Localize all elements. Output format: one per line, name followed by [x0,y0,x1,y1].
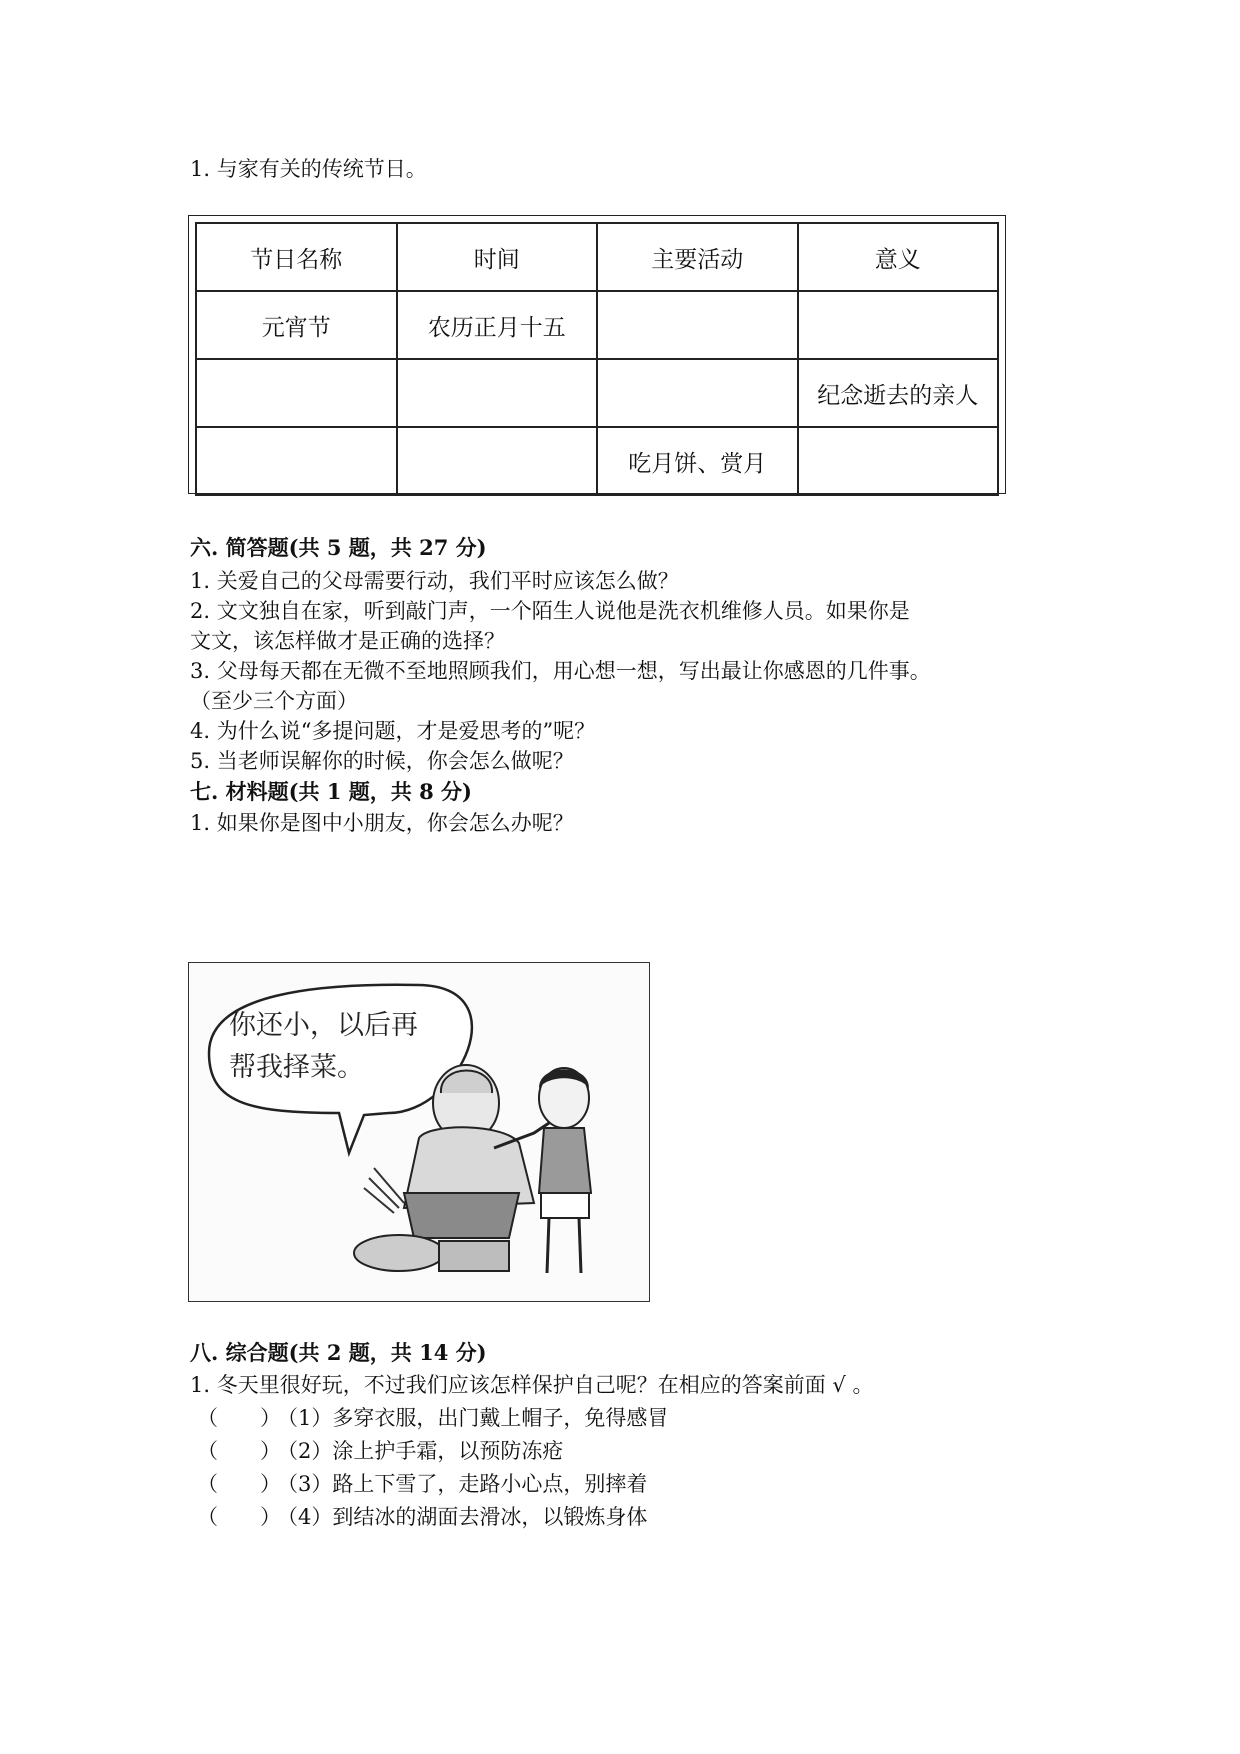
table-cell [798,427,999,495]
option-text: （1）多穿衣服，出门戴上帽子，免得感冒 [277,1406,669,1430]
header-cell: 时间 [397,223,598,291]
table-cell: 纪念逝去的亲人 [798,359,999,427]
answer-option [197,1469,647,1499]
answer-option [197,1502,647,1532]
festival-table [195,222,999,496]
basket [439,1241,509,1271]
section6-line: 5. 当老师误解你的时候，你会怎么做呢？ [190,749,574,773]
section6-line: 4. 为什么说“多提问题，才是爱思考的”呢？ [190,719,596,743]
answer-blank[interactable]: （ ） [197,1505,281,1529]
table-cell: 农历正月十五 [397,291,598,359]
answer-blank[interactable]: （ ） [197,1439,281,1463]
bubble-line: 你还小，以后再 [229,1010,418,1041]
vegetable-bowl [354,1235,444,1271]
section6-line: 1. 关爱自己的父母需要行动，我们平时应该怎么做？ [190,569,679,593]
table-cell [196,359,397,427]
boy-shirt [539,1128,591,1193]
speech-bubble-text [229,1005,418,1089]
header-cell: 节日名称 [196,223,397,291]
option-text: （4）到结冰的湖面去滑冰，以锻炼身体 [277,1505,648,1529]
festival-table-frame [188,215,1006,494]
answer-option [197,1436,563,1466]
section8-question: 1. 冬天里很好玩，不过我们应该怎样保护自己呢？在相应的答案前面 √ 。 [190,1373,874,1397]
table-cell [597,359,798,427]
answer-blank[interactable]: （ ） [197,1472,281,1496]
table-cell [597,291,798,359]
table-header-row [196,223,998,291]
table-cell: 吃月饼、赏月 [597,427,798,495]
bubble-line: 帮我择菜。 [229,1052,364,1083]
comic-illustration [188,962,650,1302]
question-festivals: 1. 与家有关的传统节日。 [190,157,427,181]
table-cell: 元宵节 [196,291,397,359]
section6-line: 文文，该怎样做才是正确的选择？ [190,629,505,653]
option-text: （3）路上下雪了，走路小心点，别摔着 [277,1472,648,1496]
table-row [196,291,998,359]
section7-heading: 七. 材料题(共 1 题，共 8 分) [190,779,472,804]
answer-blank[interactable]: （ ） [197,1406,281,1430]
section7-question: 1. 如果你是图中小朋友，你会怎么办呢？ [190,811,574,835]
section6-line: （至少三个方面） [190,689,358,713]
header-cell: 意义 [798,223,999,291]
table-cell [196,427,397,495]
option-text: （2）涂上护手霜，以预防冻疮 [277,1439,564,1463]
table-row [196,359,998,427]
table-cell [397,359,598,427]
table-row [196,427,998,495]
section8-heading: 八. 综合题(共 2 题，共 14 分) [190,1340,487,1365]
header-cell: 主要活动 [597,223,798,291]
table-cell [397,427,598,495]
section6-line: 2. 文文独自在家，听到敲门声，一个陌生人说他是洗衣机维修人员。如果你是 [190,599,910,623]
table-cell [798,291,999,359]
answer-option [197,1403,668,1433]
section6-line: 3. 父母每天都在无微不至地照顾我们，用心想一想，写出最让你感恩的几件事。 [190,659,931,683]
section6-heading: 六. 简答题(共 5 题，共 27 分) [190,535,487,560]
